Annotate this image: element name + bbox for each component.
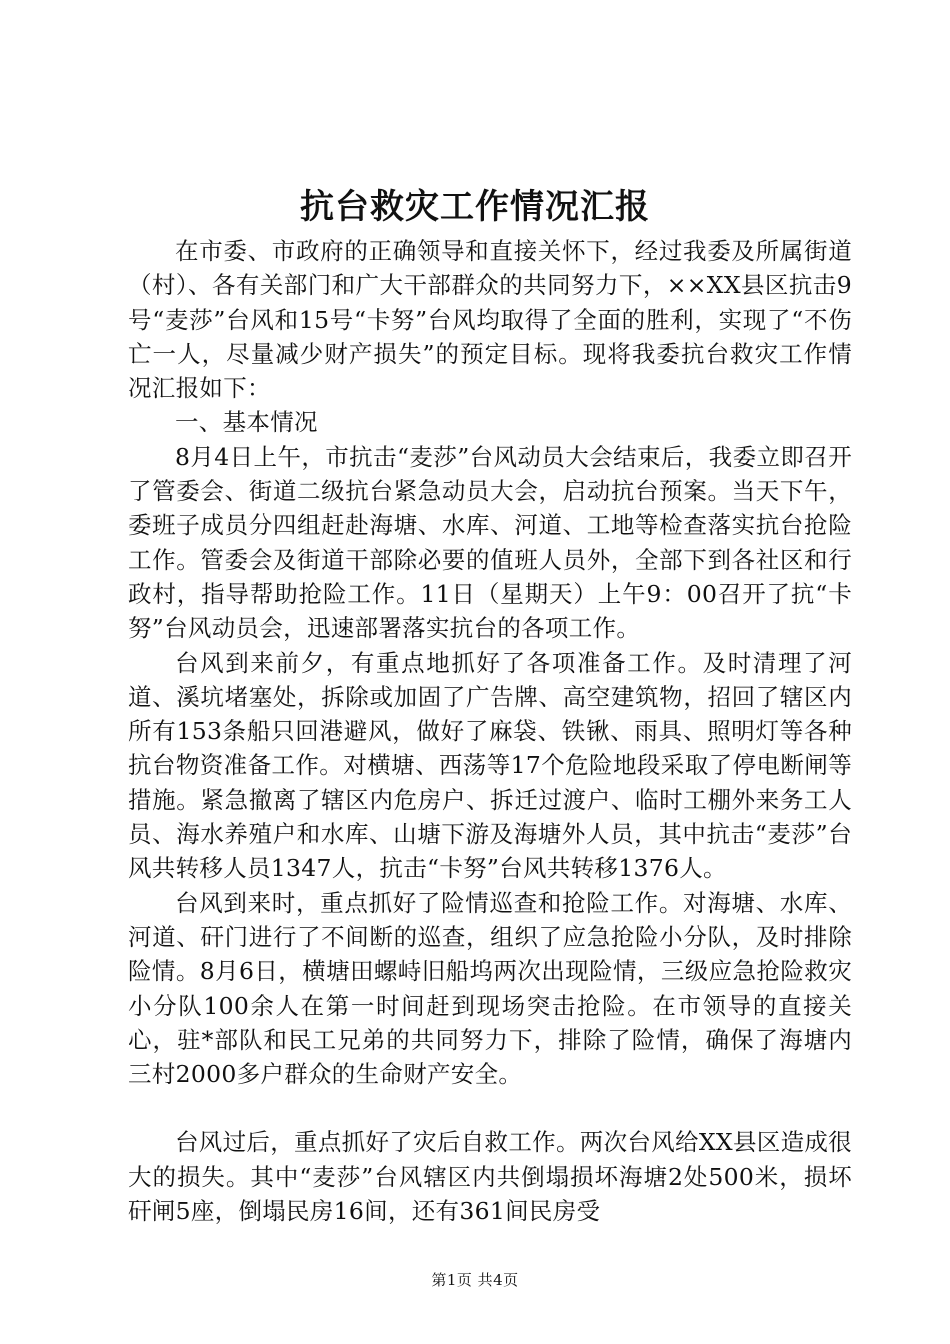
page-footer: 第1页 共4页: [431, 1271, 519, 1289]
document-body: [128, 234, 852, 1228]
section-heading-basic-situation: 一、基本情况: [175, 408, 318, 437]
paragraph-preparation: 台风到来前夕，有重点地抓好了各项准备工作。及时清理了河道、溪坑堵塞处，拆除或加固了广告牌、高空建筑物，招回了辖区内所有153条船只回港避风，做好了麻袋、铁锹、雨具、照明灯等各种抗台物资准备工作。对横塘、西荡等17个危险地段采取了停电断闸等措施。紧急撤离了辖区内危房户、拆迁过渡户、临时工棚外来务工人员、海水养殖户和水库、山塘下游及海塘外人员，其中抗击“麦莎”台风共转移人员1347人，抗击“卡努”台风共转移1376人。: [128, 648, 852, 883]
paragraph-patrol-rescue: 台风到来时，重点抓好了险情巡查和抢险工作。对海塘、水库、河道、矸门进行了不间断的巡查，组织了应急抢险小分队，及时排除险情。8月6日，横塘田螺峙旧船坞两次出现险情，三级应急抢险救灾小分队100余人在第一时间赶到现场突击抢险。在市领导的直接关心，驻*部队和民工兄弟的共同努力下，排除了险情，确保了海塘内三村2000多户群众的生命财产安全。: [128, 888, 852, 1089]
paragraph-mobilization: 8月4日上午，市抗击“麦莎”台风动员大会结束后，我委立即召开了管委会、街道二级抗台紧急动员大会，启动抗台预案。当天下午，委班子成员分四组赶赴海塘、水库、河道、工地等检查落实抗台抢险工作。管委会及街道干部除必要的值班人员外，全部下到各社区和行政村，指导帮助抢险工作。11日（星期天）上午9：00召开了抗“卡努”台风动员会，迅速部署落实抗台的各项工作。: [128, 442, 852, 643]
paragraph-post-disaster: 台风过后，重点抓好了灾后自救工作。两次台风给XX县区造成很大的损失。其中“麦莎”台风辖区内共倒塌损坏海塘2处500米，损坏矸闸5座，倒塌民房16间，还有361间民房受: [128, 1128, 852, 1226]
document-title: 抗台救灾工作情况汇报: [300, 187, 650, 227]
intro-paragraph: 在市委、市政府的正确领导和直接关怀下，经过我委及所属街道（村）、各有关部门和广大干部群众的共同努力下，××XX县区抗击9号“麦莎”台风和15号“卡努”台风均取得了全面的胜利，实现了“不伤亡一人，尽量减少财产损失”的预定目标。现将我委抗台救灾工作情况汇报如下：: [128, 237, 852, 403]
